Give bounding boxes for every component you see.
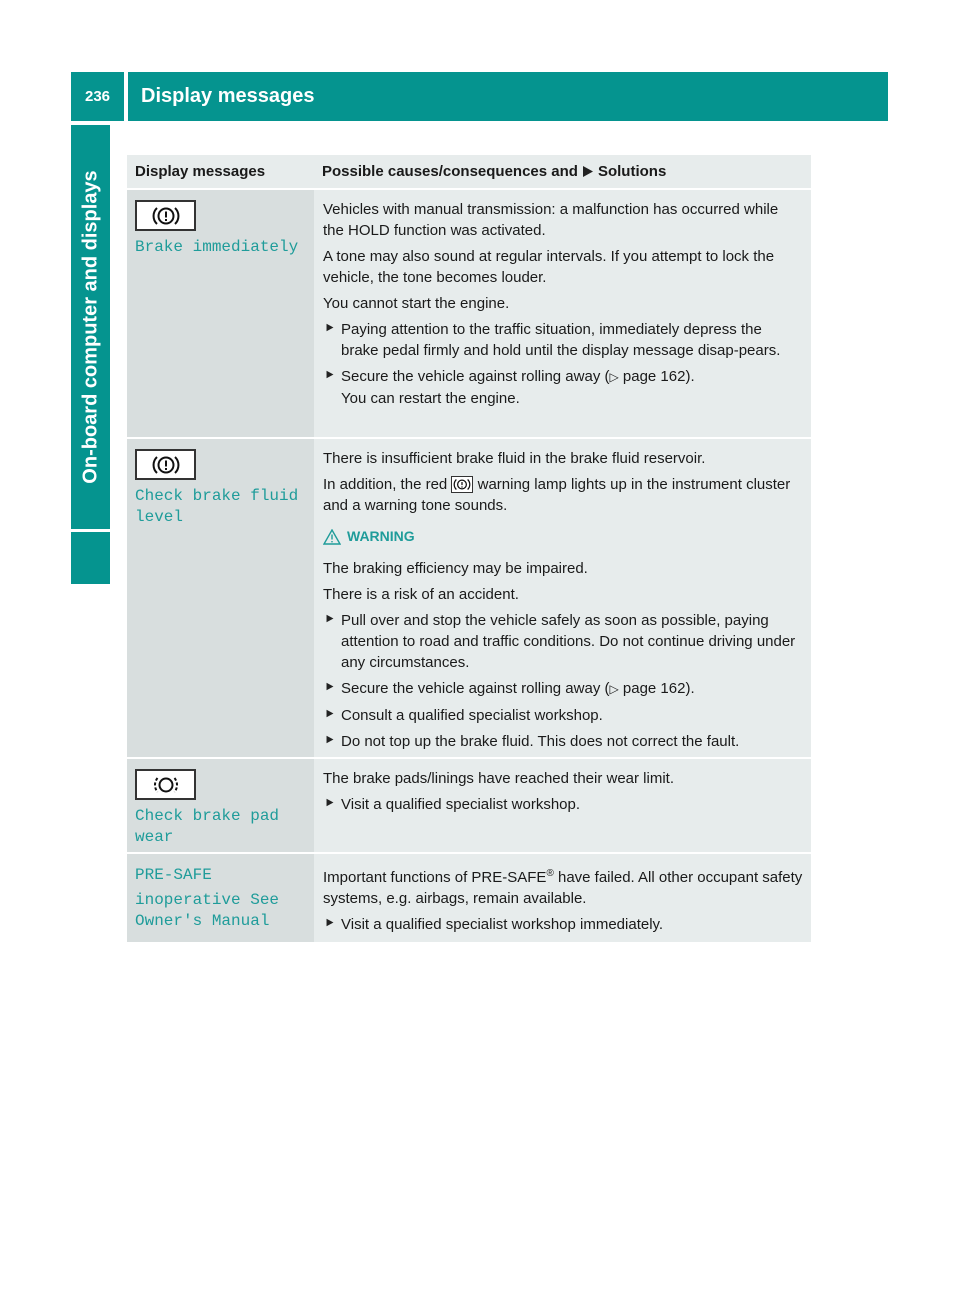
step-text: Do not top up the brake fluid. This does not correct the fault. bbox=[341, 733, 740, 750]
table-header bbox=[127, 155, 811, 190]
step-arrow-icon bbox=[323, 678, 337, 691]
solution-cell bbox=[314, 190, 811, 437]
brake-warning-lamp-icon bbox=[451, 476, 473, 493]
step-text: Visit a qualified specialist workshop. bbox=[341, 796, 581, 813]
cause-text-part: warning lamp lights up in the instrument cluster and a warning tone sounds. bbox=[323, 476, 791, 514]
solution-cell bbox=[314, 854, 811, 942]
message-line: Check brake fluid bbox=[135, 487, 299, 505]
warning-text: The braking efficiency may be impaired. bbox=[323, 560, 588, 577]
step-text: Pull over and stop the vehicle safely as soon as possible, paying attention to road and traffic conditions. Do not continue driving under any circumstances. bbox=[341, 612, 796, 671]
solution-step bbox=[323, 678, 803, 700]
header-solutions-label: Solutions bbox=[597, 163, 667, 180]
cause-text-part: In addition, the red bbox=[323, 476, 448, 493]
step-arrow-icon bbox=[323, 319, 337, 332]
step-arrow-icon bbox=[323, 610, 337, 623]
cause-text: You cannot start the engine. bbox=[323, 295, 510, 312]
solution-step bbox=[323, 794, 803, 815]
message-cell bbox=[127, 759, 314, 852]
step-text-part: ). bbox=[685, 368, 695, 385]
step-text-part: Secure the vehicle against rolling away ( bbox=[341, 368, 610, 385]
table-row bbox=[127, 854, 811, 944]
side-tab bbox=[71, 125, 110, 529]
warning-text: There is a risk of an accident. bbox=[323, 586, 519, 603]
step-text bbox=[341, 366, 803, 409]
header-causes-solutions bbox=[314, 155, 811, 188]
cause-text-part: Important functions of PRE-SAFE bbox=[323, 869, 547, 886]
step-text: Consult a qualified specialist workshop. bbox=[341, 707, 603, 724]
display-message-text bbox=[135, 864, 306, 932]
solution-step bbox=[323, 319, 803, 361]
step-text: Visit a qualified specialist workshop immediately. bbox=[341, 916, 664, 933]
cause-text: The brake pads/linings have reached their wear limit. bbox=[323, 770, 675, 787]
solution-step bbox=[323, 731, 803, 752]
page-ref-icon: ▷ bbox=[609, 682, 619, 696]
cause-text: Vehicles with manual transmission: a malfunction has occurred while the HOLD function was activated. bbox=[323, 201, 779, 239]
table-row bbox=[127, 759, 811, 854]
step-text-part: Secure the vehicle against rolling away ( bbox=[341, 680, 610, 697]
page-ref-icon: ▷ bbox=[609, 370, 619, 384]
message-line: PRE-SAFE bbox=[135, 866, 212, 884]
display-message-text bbox=[135, 486, 306, 528]
step-arrow-icon bbox=[323, 731, 337, 744]
cause-text: A tone may also sound at regular intervals. If you attempt to lock the vehicle, the tone becomes louder. bbox=[323, 248, 775, 286]
message-line: wear bbox=[135, 828, 174, 846]
display-message-text bbox=[135, 237, 306, 258]
cause-text-part: have failed. All other occupant safety systems, e.g. airbags, remain available. bbox=[323, 869, 803, 907]
registered-mark: ® bbox=[546, 868, 554, 879]
solution-cell bbox=[314, 759, 811, 852]
solution-step bbox=[323, 914, 803, 935]
message-line: Owner's Manual bbox=[135, 912, 270, 930]
warning-label: WARNING bbox=[347, 528, 415, 544]
solution-step bbox=[323, 366, 803, 409]
step-text bbox=[341, 678, 803, 700]
page-title: Display messages bbox=[128, 72, 888, 121]
step-arrow-icon bbox=[323, 705, 337, 718]
step-text-part: You can restart the engine. bbox=[341, 390, 520, 407]
brake-pad-wear-icon bbox=[135, 769, 196, 800]
message-line: Check brake pad bbox=[135, 807, 280, 825]
step-text: Paying attention to the traffic situation, immediately depress the brake pedal firmly and hold until the display message disap-pears. bbox=[341, 321, 781, 359]
solution-step bbox=[323, 705, 803, 726]
cause-text bbox=[323, 863, 803, 909]
message-cell bbox=[127, 854, 314, 942]
step-arrow-icon bbox=[323, 794, 337, 807]
step-arrow-icon bbox=[323, 914, 337, 927]
solution-cell bbox=[314, 439, 811, 757]
message-cell bbox=[127, 439, 314, 757]
page-reference[interactable]: page 162 bbox=[622, 680, 686, 697]
cause-text bbox=[323, 474, 803, 516]
brake-warning-icon bbox=[135, 200, 196, 231]
table-row bbox=[127, 190, 811, 439]
triangle-arrow-icon bbox=[582, 165, 594, 178]
header-causes-label: Possible causes/consequences and bbox=[322, 163, 578, 180]
message-line: level bbox=[135, 508, 184, 526]
side-tab-label: On-board computer and displays bbox=[79, 170, 101, 484]
brake-warning-icon bbox=[135, 449, 196, 480]
warning-triangle-icon bbox=[323, 529, 341, 545]
solution-step bbox=[323, 610, 803, 673]
page-reference[interactable]: page 162 bbox=[622, 368, 686, 385]
side-square-marker bbox=[71, 532, 110, 584]
cause-text: There is insufficient brake fluid in the brake fluid reservoir. bbox=[323, 450, 706, 467]
message-line: inoperative See bbox=[135, 891, 280, 909]
header-display-messages: Display messages bbox=[135, 163, 266, 180]
table-row bbox=[127, 439, 811, 759]
warning-heading bbox=[323, 526, 803, 547]
step-text-part: ). bbox=[685, 680, 695, 697]
message-line: Brake immediately bbox=[135, 238, 299, 256]
display-messages-table bbox=[127, 155, 811, 944]
message-cell bbox=[127, 190, 314, 437]
page-number: 236 bbox=[71, 72, 124, 121]
step-arrow-icon bbox=[323, 366, 337, 379]
display-message-text bbox=[135, 806, 306, 848]
